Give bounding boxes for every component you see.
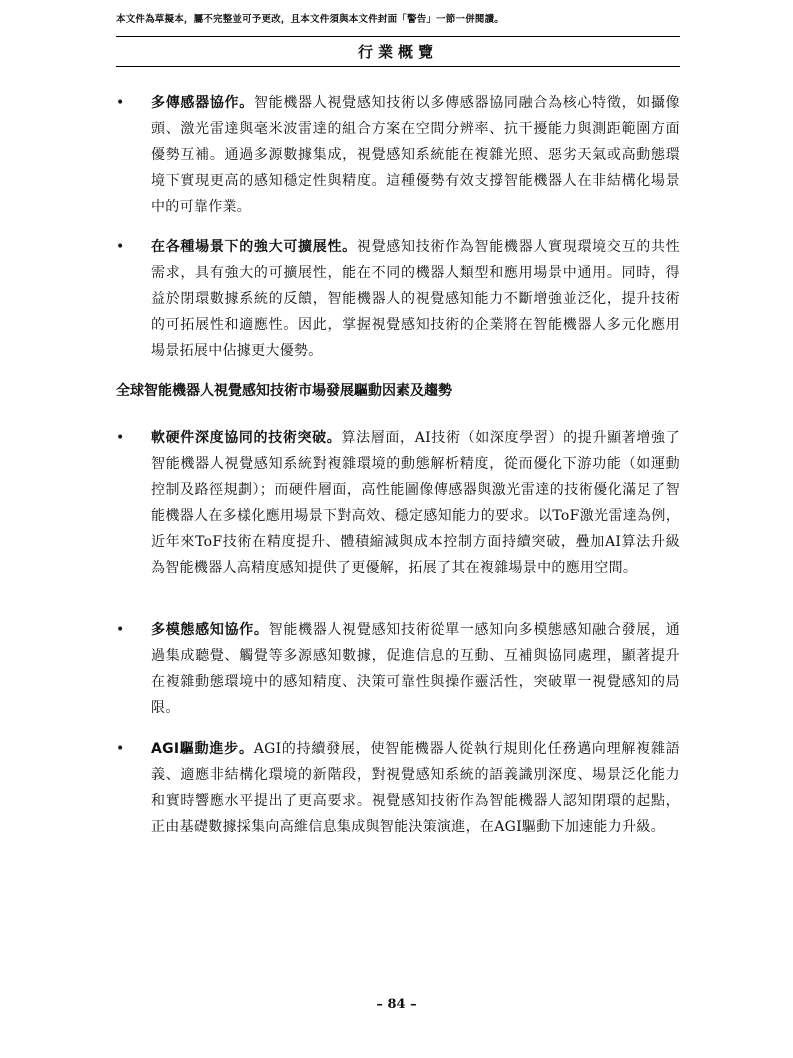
- header-rule-bottom: [116, 66, 680, 67]
- bullet-paragraph: [151, 234, 680, 364]
- bullet-heading: 在各種場景下的強大可擴展性。: [151, 239, 357, 255]
- bullet-heading: 軟硬件深度協同的技術突破。: [151, 430, 342, 446]
- bullet-heading: 多模態感知協作。: [151, 622, 269, 638]
- page-number: – 84 –: [376, 997, 417, 1012]
- section-title: 行業概覽: [357, 43, 438, 61]
- bullet-marker: •: [116, 622, 125, 638]
- sub-heading: 全球智能機器人視覺感知技術市場發展驅動因素及趨勢: [116, 383, 452, 399]
- bullet-body: 智能機器人視覺感知技術從單一感知向多模態感知融合發展，通過集成聽覺、觸覺等多源感知數據，促進信息的互動、互補與協同處理，顯著提升在複雜動態環境中的感知精度、決策可靠性與操作靈活性，突破單一視覺感知的局限。: [151, 622, 680, 716]
- bullet-paragraph: [151, 90, 680, 220]
- bullet-marker: •: [116, 430, 125, 446]
- draft-notice: 本文件為草擬本，屬不完整並可予更改，且本文件須與本文件封面「警告」一節一併閱讀。: [116, 14, 505, 25]
- bullet-heading: AGI驅動進步。: [151, 741, 254, 757]
- bullet-body: AGI的持續發展，使智能機器人從執行規則化任務邁向理解複雜語義、適應非結構化環境的新階段，對視覺感知系統的語義識別深度、場景泛化能力和實時響應水平提出了更高要求。視覺感知技術作為智能機器人認知閉環的起點，正由基礎數據採集向高維信息集成與智能決策演進，在AGI驅動下加速能力升級。: [151, 741, 681, 835]
- bullet-heading: 多傳感器協作。: [151, 95, 254, 111]
- bullet-body: 視覺感知技術作為智能機器人實現環境交互的共性需求，具有強大的可擴展性，能在不同的機器人類型和應用場景中通用。同時，得益於閉環數據系統的反饋，智能機器人的視覺感知能力不斷增強並泛化，提升技術的可拓展性和適應性。因此，掌握視覺感知技術的企業將在智能機器人多元化應用場景拓展中佔據更大優勢。: [151, 239, 680, 359]
- bullet-marker: •: [116, 95, 125, 111]
- bullet-marker: •: [116, 741, 125, 757]
- bullet-body: 算法層面，AI技術（如深度學習）的提升顯著增強了智能機器人視覺感知系統對複雜環境的動態解析精度，從而優化下游功能（如運動控制及路徑規劃）；而硬件層面，高性能圖像傳感器與激光雷達的技術優化滿足了智能機器人在多樣化應用場景下對高效、穩定感知能力的要求。以ToF激光雷達為例，近年來ToF技術在精度提升、體積縮減與成本控制方面持續突破，疊加AI算法升級為智能機器人高精度感知提供了更優解，拓展了其在複雜場景中的應用空間。: [151, 430, 680, 576]
- bullet-paragraph: [151, 617, 680, 721]
- bullet-paragraph: [151, 736, 680, 840]
- bullet-paragraph: [151, 425, 680, 581]
- bullet-marker: •: [116, 239, 125, 255]
- bullet-body: 智能機器人視覺感知技術以多傳感器協同融合為核心特徵，如攝像頭、激光雷達與毫米波雷達的組合方案在空間分辨率、抗干擾能力與測距範圍方面優勢互補。通過多源數據集成，視覺感知系統能在複雜光照、惡劣天氣或高動態環境下實現更高的感知穩定性與精度。這種優勢有效支撐智能機器人在非結構化場景中的可靠作業。: [151, 95, 680, 215]
- header-rule-top: [116, 36, 680, 37]
